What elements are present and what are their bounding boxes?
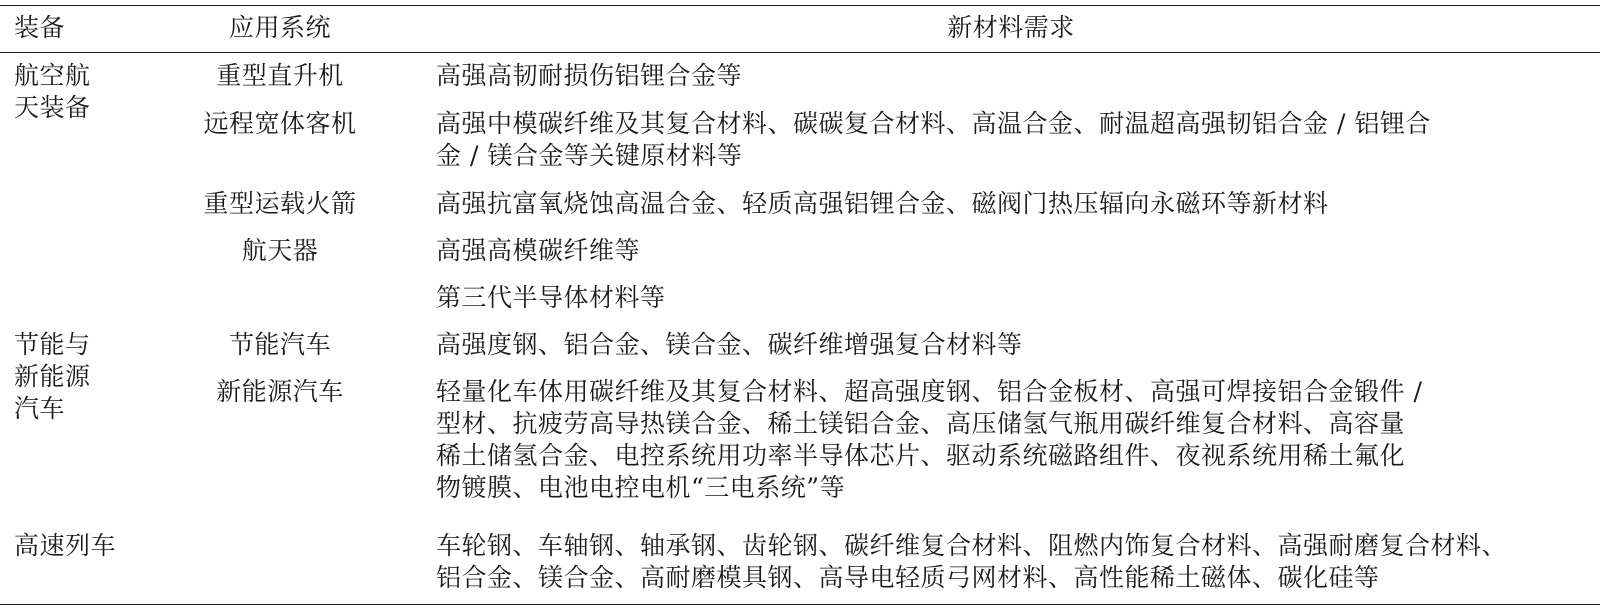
needs-spacecraft: 高强高模碳纤维等	[436, 236, 641, 265]
system-new-energy-car: 新能源汽车	[216, 377, 344, 406]
system-spacecraft: 航天器	[241, 236, 319, 265]
needs-semiconductor: 第三代半导体材料等	[436, 283, 666, 312]
needs-energy-saving-car: 高强度钢、铝合金、镁合金、碳纤维增强复合材料等	[436, 330, 1023, 359]
equipment-energy-vehicles: 节能与 新能源 汽车	[14, 330, 91, 423]
table-bottom-rule	[0, 604, 1600, 605]
header-equipment: 装备	[14, 13, 66, 42]
system-heavy-rocket: 重型运载火箭	[203, 189, 357, 218]
equipment-aerospace: 航空航 天装备	[14, 61, 91, 122]
needs-high-speed-train: 车轮钢、车轴钢、轴承钢、齿轮钢、碳纤维复合材料、阻燃内饰复合材料、高强耐磨复合材料、 铝合金、镁合金、高耐磨模具钢、高导电轻质弓网材料、高性能稀土磁体、碳化硅等	[436, 531, 1508, 592]
needs-widebody-airliner: 高强中模碳纤维及其复合材料、碳碳复合材料、高温合金、耐温超高强韧铝合金 / 铝锂合 金 / 镁合金等关键原材料等	[436, 109, 1431, 170]
needs-heavy-rocket: 高强抗富氧烧蚀高温合金、轻质高强铝锂合金、磁阀门热压辐向永磁环等新材料	[436, 189, 1329, 218]
system-energy-saving-car: 节能汽车	[228, 330, 331, 359]
header-needs: 新材料需求	[947, 13, 1075, 42]
equipment-high-speed-train: 高速列车	[14, 531, 117, 560]
system-widebody-airliner: 远程宽体客机	[203, 109, 357, 138]
needs-new-energy-car: 轻量化车体用碳纤维及其复合材料、超高强度钢、铝合金板材、高强可焊接铝合金锻件 / 型材、抗疲劳高导热镁合金、稀土镁铝合金、高压储氢气瓶用碳纤维复合材料、高容量 稀土储氢合金、电控系统用功率半导体芯片、驱动系统磁路组件、夜视系统用稀土氟化 物镀膜、电池电控电机“三电系统”等	[436, 377, 1423, 502]
table-header-rule	[0, 52, 1600, 53]
table-top-rule	[0, 5, 1600, 6]
needs-heavy-helicopter: 高强高韧耐损伤铝锂合金等	[436, 61, 743, 90]
system-heavy-helicopter: 重型直升机	[216, 61, 344, 90]
header-system: 应用系统	[228, 13, 331, 42]
